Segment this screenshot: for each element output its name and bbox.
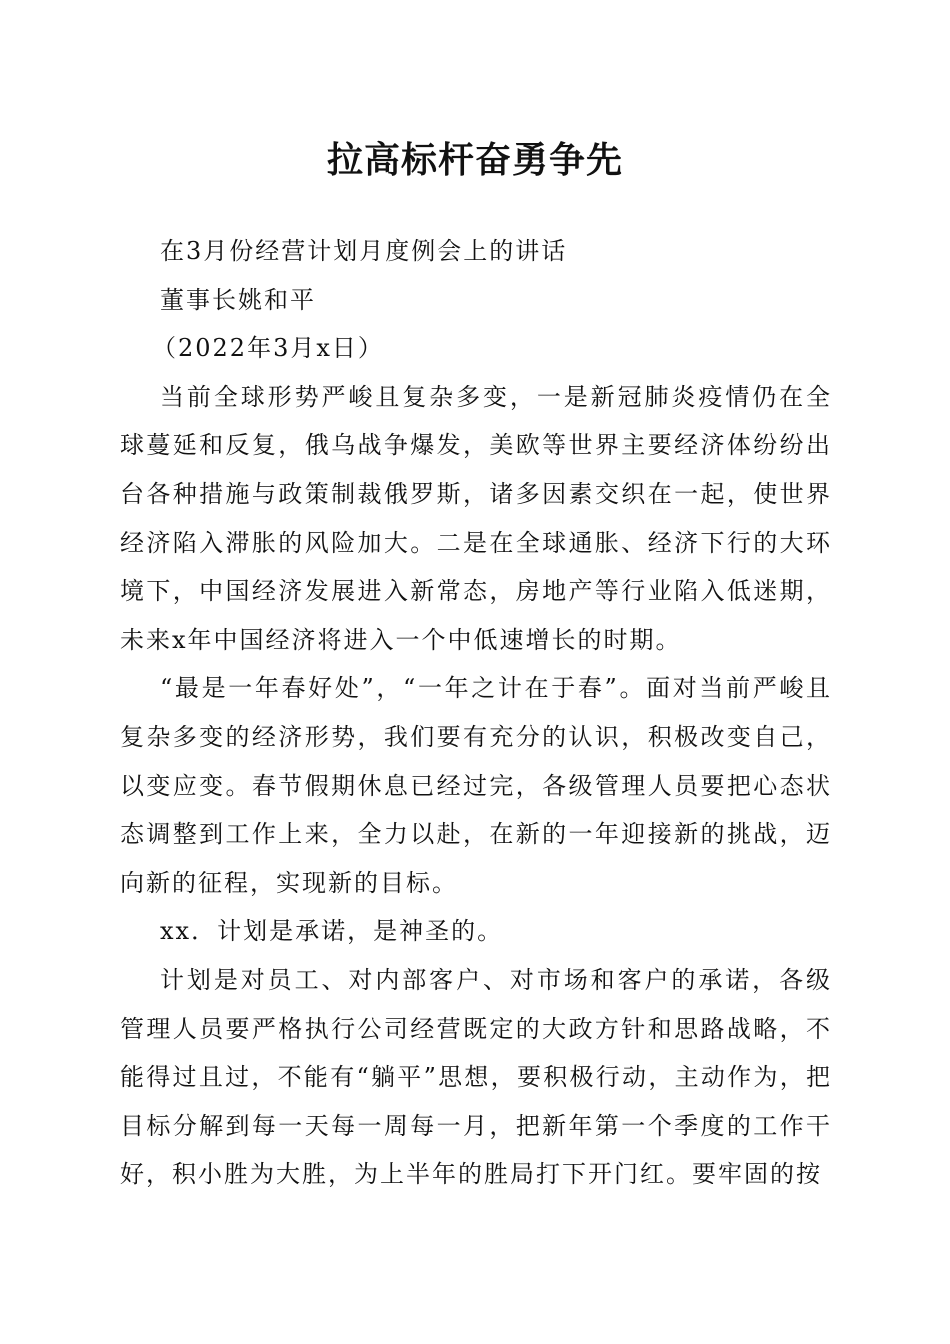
paragraph: 当前全球形势严峻且复杂多变，一是新冠肺炎疫情仍在全球蔓延和反复，俄乌战争爆发，美欧等世界主要经济体纷纷出台各种措施与政策制裁俄罗斯，诸多因素交织在一起，使世界经济陷入滞胀的风险加大。二是在全球通胀、经济下行的大环境下，中国经济发展进入新常态，房地产等行业陷入低迷期，未来x年中国经济将进入一个中低速增长的时期。 — [120, 382, 832, 654]
paragraph: 计划是对员工、对内部客户、对市场和客户的承诺，各级管理人员要严格执行公司经营既定的大政方针和思路战略，不能得过且过，不能有“躺平”思想，要积极行动，主动作为，把目标分解到每一天每一周每一月，把新年第一个季度的工作干好，积小胜为大胜，为上半年的胜局打下开门红。要牢固的按 — [120, 965, 832, 1189]
speaker-line: 董事长姚和平 — [160, 285, 316, 314]
speech-subtitle: 在3月份经营计划月度例会上的讲话 — [160, 237, 568, 265]
paragraph: “最是一年春好处”，“一年之计在于春”。面对当前严峻且复杂多变的经济形势，我们要有充分的认识，积极改变自己，以变应变。春节假期休息已经过完，各级管理人员要把心态状态调整到工作上来，全力以赴，在新的一年迎接新的挑战，迈向新的征程，实现新的目标。 — [120, 674, 832, 897]
speech-date: （2022年3月x日） — [152, 334, 384, 363]
document-title: 拉高标杆奋勇争先 — [326, 139, 623, 181]
section-heading: xx．计划是承诺，是神圣的。 — [160, 917, 504, 946]
document-body — [120, 227, 832, 1199]
